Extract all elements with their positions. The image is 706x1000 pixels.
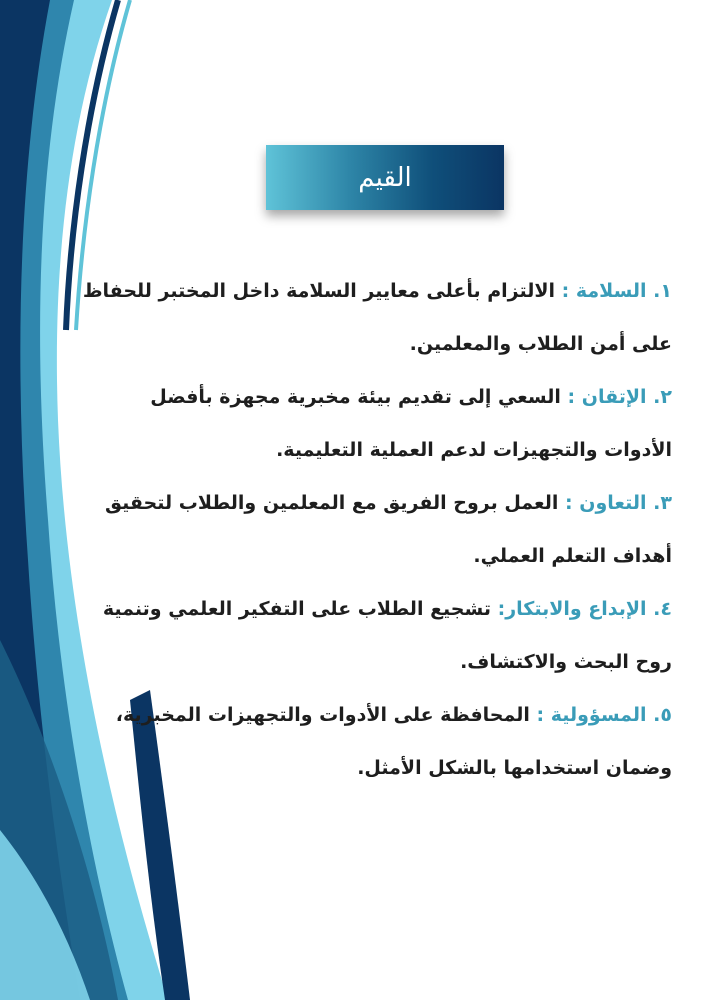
value-label: ١. السلامة :: [561, 280, 672, 302]
title-banner: [266, 145, 504, 210]
value-line-2: على أمن الطلاب والمعلمين.: [409, 333, 672, 355]
value-label: ٤. الإبداع والابتكار:: [497, 598, 672, 620]
value-line-1: [112, 689, 672, 742]
value-text: تشجيع الطلاب على التفكير العلمي وتنمية: [102, 598, 491, 620]
value-line-2: أهداف التعلم العملي.: [473, 545, 672, 567]
value-text: السعي إلى تقديم بيئة مخبرية مجهزة بأفضل: [150, 386, 561, 408]
value-line-1: [102, 583, 672, 636]
page-title: القيم: [358, 162, 412, 193]
value-text: العمل بروح الفريق مع المعلمين والطلاب لتحقيق: [104, 492, 559, 514]
value-line-2: روح البحث والاكتشاف.: [460, 651, 672, 673]
value-line-1: [82, 265, 672, 318]
value-text: الالتزام بأعلى معايير السلامة داخل المختبر للحفاظ: [82, 280, 556, 302]
value-item-cooperation: [104, 477, 672, 583]
value-label: ٣. التعاون :: [565, 492, 672, 514]
value-item-creativity: [102, 583, 672, 689]
value-label: ٢. الإتقان :: [567, 386, 672, 408]
value-text: المحافظة على الأدوات والتجهيزات المخبرية،: [115, 704, 530, 726]
value-line-2: وضمان استخدامها بالشكل الأمثل.: [357, 757, 672, 779]
value-line-1: [104, 477, 672, 530]
value-item-mastery: [112, 371, 672, 477]
values-list: [82, 265, 672, 795]
value-item-responsibility: [112, 689, 672, 795]
value-label: ٥. المسؤولية :: [536, 704, 672, 726]
value-item-safety: [82, 265, 672, 371]
value-line-1: [112, 371, 672, 424]
value-line-2: الأدوات والتجهيزات لدعم العملية التعليمية.: [276, 439, 672, 461]
